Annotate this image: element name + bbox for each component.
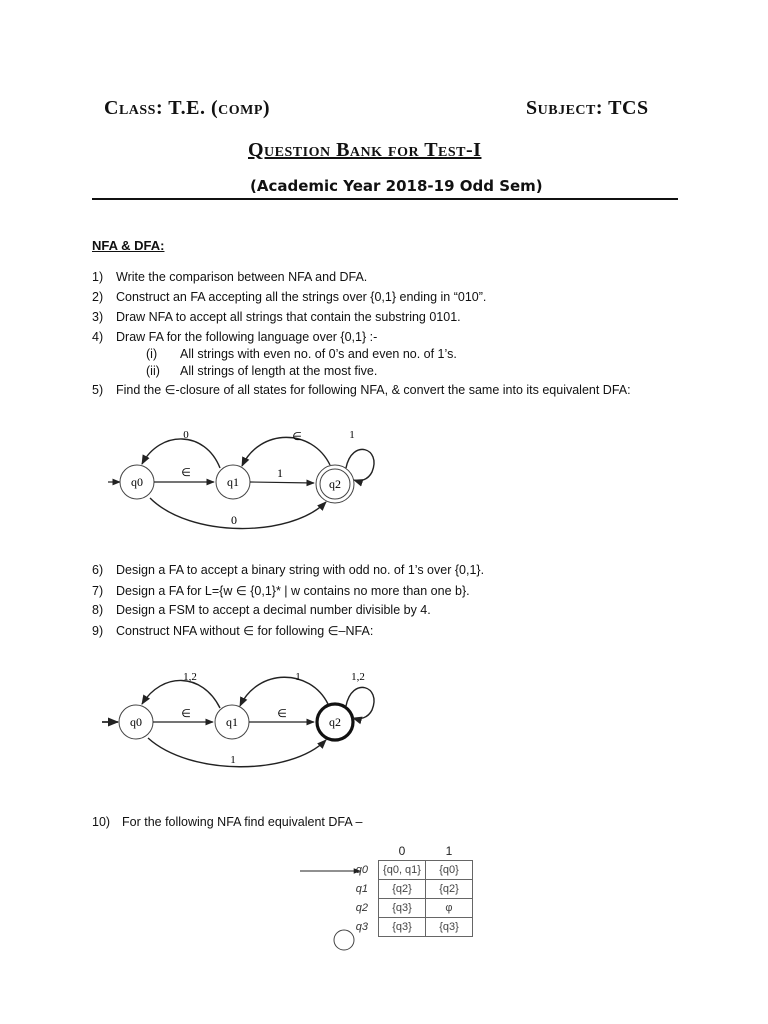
question-item: 7) Design a FA for L={w ∈ {0,1}* | w contains no more than one b}.: [92, 584, 470, 598]
dfa-table: [308, 842, 473, 937]
question-item: 1) Write the comparison between NFA and DFA.: [92, 270, 368, 284]
transition-label: 0: [231, 513, 237, 527]
transition-arrow: [242, 437, 330, 466]
column-header: 1: [445, 844, 453, 858]
table-cell: {q2}: [379, 880, 426, 899]
subject-label: Subject: TCS: [526, 97, 649, 119]
table-row: [308, 899, 473, 918]
transition-label: 1: [277, 466, 283, 480]
transition-label: 1: [349, 429, 355, 441]
transition-arrow: [148, 738, 326, 767]
final-state-circle: [332, 928, 356, 952]
state-label: q0: [131, 475, 143, 489]
academic-year: (Academic Year 2018-19 Odd Sem): [250, 177, 543, 195]
state-label: q1: [227, 475, 239, 489]
transition-arrow: [250, 482, 314, 483]
row-state: q1: [355, 883, 368, 895]
transition-label: 1,2: [351, 671, 365, 683]
transition-label: ∈: [277, 708, 287, 720]
question-item: 10) For the following NFA find equivalent DFA –: [92, 815, 363, 829]
page-title: Question Bank for Test-I: [248, 139, 482, 161]
transition-label: ∈: [181, 708, 191, 720]
sub-item: (i) All strings with even no. of 0’s and even no. of 1’s.: [146, 347, 457, 361]
row-state: q3: [355, 921, 368, 933]
question-item: 4) Draw FA for the following language over {0,1} :-: [92, 330, 378, 344]
table-cell: {q0}: [426, 861, 473, 880]
transition-arrow: [240, 677, 328, 706]
row-state: q0: [355, 864, 368, 876]
question-item: 6) Design a FA to accept a binary string with odd no. of 1’s over {0,1}.: [92, 563, 485, 577]
table-cell: {q3}: [379, 899, 426, 918]
transition-arrow: [142, 439, 220, 468]
transition-label: 1,2: [183, 671, 197, 683]
nfa-diagram-1: [90, 420, 410, 540]
column-header: 0: [398, 844, 406, 858]
sub-item: (ii) All strings of length at the most five.: [146, 364, 378, 378]
transition-label: 1: [230, 754, 236, 766]
table-row: [308, 880, 473, 899]
state-label: q2: [329, 477, 341, 491]
table-cell: {q2}: [426, 880, 473, 899]
class-label: Class: T.E. (comp): [104, 97, 271, 119]
transition-label: 0: [183, 429, 189, 441]
transition-label: ∈: [292, 431, 302, 443]
transition-arrow: [150, 498, 326, 529]
transition-arrow: [142, 680, 220, 708]
state-label: q2: [329, 715, 341, 729]
question-item: 3) Draw NFA to accept all strings that contain the substring 0101.: [92, 310, 461, 324]
question-item: 8) Design a FSM to accept a decimal number divisible by 4.: [92, 603, 431, 617]
header-divider: [92, 198, 678, 200]
row-state: q2: [355, 902, 368, 914]
enfa-diagram-2: [90, 660, 410, 775]
state-label: q0: [130, 715, 142, 729]
section-heading: NFA & DFA:: [92, 238, 165, 253]
table-cell: {q3}: [379, 918, 426, 937]
table-cell: φ: [426, 899, 473, 918]
transition-table: [298, 842, 473, 937]
start-arrow: [298, 864, 370, 878]
question-item: 5) Find the ∈-closure of all states for following NFA, & convert the same into its equivalent DFA:: [92, 383, 631, 397]
table-cell: {q0, q1}: [379, 861, 426, 880]
state-label: q1: [226, 715, 238, 729]
table-cell: {q3}: [426, 918, 473, 937]
question-item: 9) Construct NFA without ∈ for following ∈–NFA:: [92, 624, 374, 638]
transition-label: 1: [295, 671, 301, 683]
question-item: 2) Construct an FA accepting all the strings over {0,1} ending in “010”.: [92, 290, 487, 304]
transition-label: ∈: [181, 467, 191, 479]
